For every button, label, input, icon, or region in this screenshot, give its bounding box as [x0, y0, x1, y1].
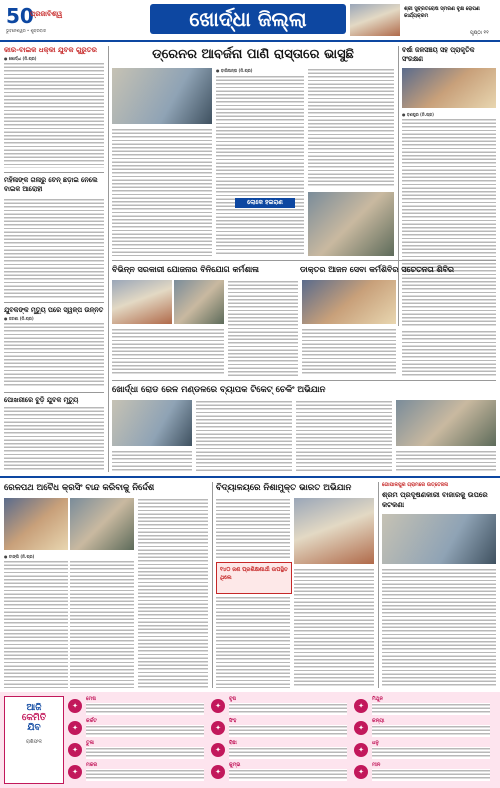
zodiac-forecast-text — [86, 725, 204, 737]
lead-photo-2 — [308, 192, 394, 256]
bottom-left-story-c — [70, 560, 134, 688]
zodiac-sign-name: ମେଷ — [86, 696, 96, 702]
zodiac-icon: ✦ — [68, 699, 82, 713]
rail-headline: ଖୋର୍ଦ୍ଧା ରୋଡ ରେଳ ମଣ୍ଡଳରେ ବ୍ୟାପକ ଟିକେଟ୍ ଚେକିଂ ଅଭିଯାନ — [112, 385, 326, 395]
mid-right-story — [302, 328, 396, 376]
left-story-2 — [4, 198, 104, 298]
left-story-3 — [4, 322, 104, 388]
zodiac-forecast-text — [372, 703, 490, 715]
zodiac-sign-name: କର୍କଟ — [86, 718, 97, 724]
inset-label: ଲୋକେ ହଇରାଣ — [247, 199, 283, 206]
zodiac-icon: ✦ — [354, 765, 368, 779]
bottom-mid-story-a — [216, 498, 290, 558]
zodiac-forecast-text — [372, 769, 490, 781]
left-headline-3: ଯୁବକଙ୍କ ମୃତ୍ୟୁ ପରେ ସ୍ୱଳ୍ପ ଉନ୍ନତ — [4, 306, 104, 314]
anniversary-logo — [6, 4, 66, 34]
horoscope-sign-cell — [68, 696, 207, 716]
mid-left-story-b — [112, 328, 224, 376]
bottom-photo-3 — [294, 498, 374, 564]
horoscope-sign-cell — [211, 718, 350, 738]
lead-story-col2 — [308, 68, 394, 188]
mid-photo-3 — [302, 280, 396, 324]
zodiac-icon: ✦ — [211, 721, 225, 735]
bottom-mid-story-c — [294, 568, 374, 688]
bottom-right-headline: ଶ୍ରମ ପ୍ରଦୂଷଣକାରୀ ବାଜାରକୁ ଉପରେ କଟକଣା — [382, 491, 488, 509]
left-headline-1: କାର-ବାଇକ ଧକ୍କା ଯୁବକ ଗୁରୁତର — [4, 46, 97, 54]
horoscope-ad — [0, 692, 500, 788]
lead-story-col1 — [216, 75, 304, 255]
horoscope-sign-cell — [354, 696, 493, 716]
bottom-mid-headline: ବିଦ୍ୟାଳୟରେ ନିଶାମୁକ୍ତ ଭାରତ ଅଭିଯାନ — [216, 483, 352, 493]
zodiac-forecast-text — [86, 747, 204, 759]
masthead — [0, 0, 500, 40]
section-banner — [150, 4, 346, 34]
horoscope-sign-cell — [68, 762, 207, 782]
lead-story-col0 — [112, 128, 212, 256]
right-story-1 — [402, 118, 496, 326]
left-headline-4: ପୋଖରୀରେ ବୁଡ଼ି ଯୁବକ ମୃତ୍ୟୁ — [4, 396, 79, 404]
bottom-left-story-b — [4, 560, 68, 688]
zodiac-icon: ✦ — [68, 721, 82, 735]
zodiac-icon: ✦ — [68, 765, 82, 779]
tagline: ଭୁବନେଶ୍ୱର • ଶୁକ୍ରବାର — [6, 28, 47, 33]
horoscope-signs — [68, 696, 496, 784]
horoscope-sign-cell — [354, 762, 493, 782]
zodiac-icon: ✦ — [211, 743, 225, 757]
zodiac-sign-name: ମୀନ — [372, 762, 381, 768]
bottom-photo-2 — [70, 498, 134, 550]
horoscope-title-box — [4, 696, 64, 784]
zodiac-sign-name: କୁମ୍ଭ — [229, 762, 241, 768]
mid-photo-2 — [174, 280, 224, 324]
right-story-2 — [402, 330, 496, 376]
bottom-photo-1 — [4, 498, 68, 550]
zodiac-forecast-text — [229, 725, 347, 737]
bottom-right-kicker: ଗୋପାଳପୁର ଗ୍ରାମରେ ଉତ୍ତେଜନା — [382, 482, 449, 488]
left-story-4 — [4, 406, 104, 470]
lead-headline: ଡ୍ରେନର ଆବର୍ଜନା ପାଣି ରାସ୍ତାରେ ଭାସୁଛି — [152, 47, 354, 62]
dateline-2: ● ଜଟଣୀ (ନି.ପ୍ର) — [4, 316, 34, 321]
zodiac-icon: ✦ — [354, 721, 368, 735]
dateline-4: ● ବଣପୁର (ନି.ପ୍ର) — [402, 112, 435, 117]
section-rule — [0, 476, 500, 478]
left-headline-2: ମହିଳାଙ୍କ ଗଳାରୁ ଚେନ୍ ଛଡ଼ାଇ ନେଲେ ବାଇକ ଆରୋହୀ — [4, 176, 98, 193]
zodiac-icon: ✦ — [211, 765, 225, 779]
rail-photo-1 — [112, 400, 192, 446]
horoscope-sign-cell — [211, 762, 350, 782]
zodiac-forecast-text — [372, 725, 490, 737]
horoscope-sign-cell — [211, 696, 350, 716]
divider — [4, 392, 104, 393]
horoscope-sign-cell — [354, 718, 493, 738]
column-rule — [398, 46, 399, 326]
horoscope-sign-cell — [68, 718, 207, 738]
horoscope-title-3: ଯିବ — [27, 723, 41, 733]
zodiac-forecast-text — [372, 747, 490, 759]
left-story-1 — [4, 62, 104, 168]
page-label: ପୃଷ୍ଠା ୧୧ — [470, 30, 489, 36]
inset-label-box — [235, 198, 295, 208]
zodiac-forecast-text — [229, 747, 347, 759]
horoscope-sign-cell — [68, 740, 207, 760]
rail-story-col1 — [112, 450, 192, 472]
horoscope-sign-cell — [354, 740, 493, 760]
teaser-text: ଶ୍ରୀ ସୁବ୍ରତରୋଷ ସ୍ମରଣ ବୃକ୍ଷ ରୋପଣ କାର୍ଯ୍ୟକ୍ରମ — [404, 6, 480, 19]
bottom-photo-4 — [382, 514, 496, 564]
zodiac-sign-name: ମିଥୁନ — [372, 696, 383, 702]
dateline-5: ● ଟାଙ୍ଗି (ନି.ପ୍ର) — [4, 554, 35, 559]
brand-name: ପ୍ରଜାବିଶ୍ୱ — [30, 10, 63, 18]
right-photo-1 — [402, 68, 496, 108]
mid-photo-1 — [112, 280, 172, 324]
zodiac-forecast-text — [86, 703, 204, 715]
column-rule — [378, 482, 379, 688]
column-rule — [212, 482, 213, 688]
divider — [4, 302, 104, 303]
right-headline-1: ବର୍ଷା ଜଳସଞ୍ଚୟ ସହ ପ୍ରାକୃତିକ ସଂରକ୍ଷଣ — [402, 46, 475, 63]
horoscope-title-2: କେମିତି — [21, 713, 47, 723]
rail-story-col4 — [396, 450, 496, 472]
zodiac-forecast-text — [86, 769, 204, 781]
bottom-right-story — [382, 568, 496, 688]
zodiac-sign-name: ବୃଷ — [229, 696, 237, 702]
teaser-photo — [350, 4, 400, 36]
zodiac-forecast-text — [229, 703, 347, 715]
zodiac-icon: ✦ — [354, 699, 368, 713]
anniversary-number: 50 — [6, 4, 34, 28]
horoscope-sign-cell — [211, 740, 350, 760]
horoscope-title-1: ଆଜି — [26, 703, 42, 713]
zodiac-sign-name: ଧନୁ — [372, 740, 379, 746]
rail-story-col2 — [196, 400, 292, 472]
mid-right-headline: ଡାକ୍ତର ଆଜନ ସେବା କର୍ମଶିବିର ସଚେତନତା ଶିବିର — [300, 265, 454, 274]
column-rule — [108, 46, 109, 472]
zodiac-icon: ✦ — [354, 743, 368, 757]
dateline-3: ● ବାଲିଅନ୍ତା (ନି.ପ୍ର) — [216, 68, 253, 73]
zodiac-forecast-text — [229, 769, 347, 781]
zodiac-icon: ✦ — [211, 699, 225, 713]
zodiac-sign-name: ମକର — [86, 762, 98, 768]
zodiac-sign-name: ବିଛା — [229, 740, 237, 746]
zodiac-icon: ✦ — [68, 743, 82, 757]
masthead-rule — [0, 40, 500, 42]
lead-photo — [112, 68, 212, 124]
mid-left-headline: ବିଭିନ୍ନ ସରକାରୀ ଯୋଜନାର ବିନିଯୋଗ କର୍ମଶାଳା — [112, 265, 259, 274]
bottom-left-headline: ରେଳପଥ ଅବୈଧ କ୍ରସିଂ ବାନ୍ଦ କରିବାକୁ ନିର୍ଦ୍ଦେଶ — [4, 483, 155, 493]
quote-box — [216, 562, 292, 594]
mid-left-story — [228, 280, 298, 376]
zodiac-sign-name: ସିଂହ — [229, 718, 237, 724]
divider — [112, 260, 496, 261]
bottom-left-story-a — [138, 498, 208, 688]
zodiac-sign-name: କନ୍ୟା — [372, 718, 385, 724]
section-title: ଖୋର୍ଦ୍ଧା ଜିଲ୍ଲା — [189, 7, 307, 31]
divider — [4, 172, 104, 173]
zodiac-sign-name: ତୁଳା — [86, 740, 94, 746]
quote-text: ୧୪୦ ଜଣ ପ୍ରଶିକ୍ଷଣାର୍ଥୀ ଉପସ୍ଥିତ ଥିଲେ — [220, 567, 288, 581]
rail-story-col3 — [296, 400, 392, 472]
rail-photo-2 — [396, 400, 496, 446]
divider — [112, 380, 496, 381]
dateline-1: ● ଖୋର୍ଦ୍ଧା (ନି.ପ୍ର) — [4, 56, 37, 61]
bottom-mid-story-b — [216, 596, 290, 688]
horoscope-sub: ରାଶିଫଳ — [25, 739, 43, 745]
